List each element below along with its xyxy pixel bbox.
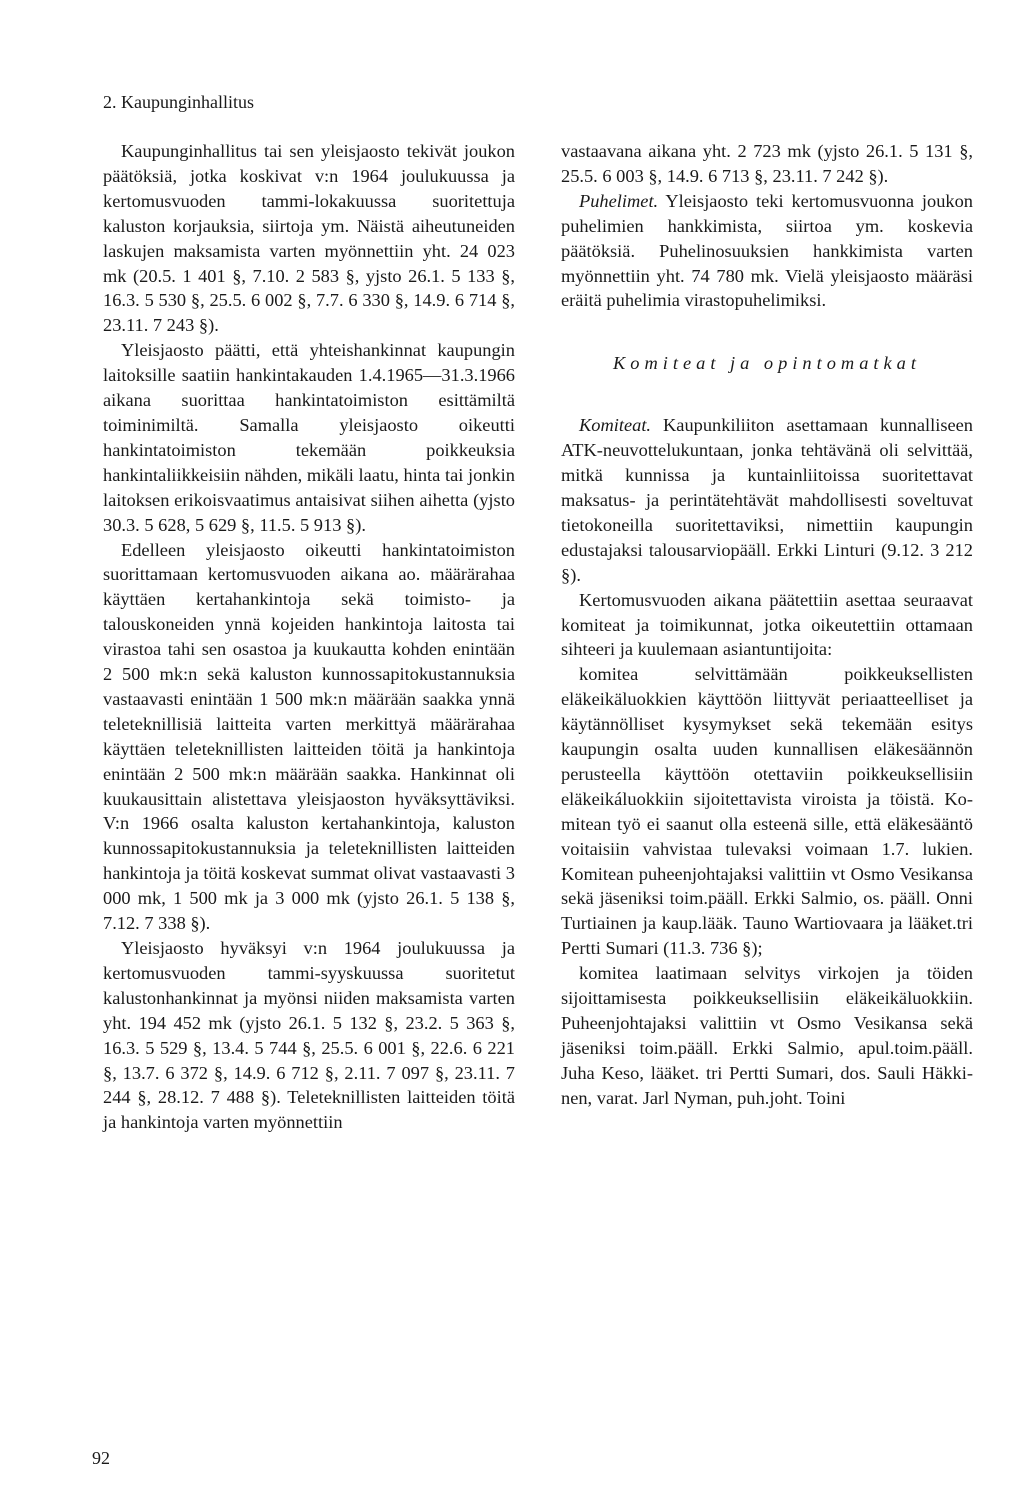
paragraph-committee-positions: komitea laatimaan selvitys virkojen ja töiden sijoittamisesta poikkeuksellisiin eläkeikäluokkiin. Puheenjohtajaksi valittiin vt Osmo Vesikansa sekä jäseniksi toim.pääll. Erkki Salmio, apul.toim.pääll. Juha Keso, lääket. tri Pertti Sumari, dos. Sauli Häkkinen, varat. Jarl Nyman, puh.joht. Toini — [561, 963, 973, 1108]
paragraph-procurement-limits: Edelleen yleisjaosto oikeutti hankintatoimiston suorittamaan kertomusvuoden aikana ao. määrärahaa käyttäen kertahankintoja sekä toimisto- ja talouskoneiden ynnä kojeiden hankintoja laitosta tai virastoa tahi sen osastoa ja kuukautta kohden enintään 2 500 mk:n sekä kaluston kunnossapitokustannuksia vastaavasti enintään 1 500 mk:n määrään saakka ynnä teleteknillisiä laitteita varten merkittyä määrärahaa käyttäen teleteknillisten laitteiden töitä ja hankintoja enintään 2 500 mk:n määrään saakka. Hankinnat oli kuukausittain alistettava yleisjaoston hyväksyttäviksi. V:n 1966 osalta kaluston kertahankintoja, kaluston kunnossapitokustannuksia ja teleteknillisten laitteiden hankintoja ja töitä koskevat summat olivat vastaavasti 3 000 mk, 1 500 mk ja 3 000 mk (yjsto 26.1. 5 138 §, 7.12. 7 338 §). — [103, 539, 515, 934]
left-column — [103, 139, 515, 1135]
paragraph-committee-pension: komitea selvittämään poikkeuksellisten eläkeikäluokkien käyttöön liittyvät periaatteelliset ja käytännölliset kysymykset sekä tekemään esitys kaupungin osalta uuden kunnallisen eläkesäännön perusteella käyttöön otettaviin poikkeuksellisiin eläkeikáluokkiin sijoitettavista viroista ja töistä. Komitean työ ei saanut olla esteenä sille, että eläkesääntö voitaisiin vahvistaa tulevaksi voimaan 1.7. lukien. Komitean puheenjohtajaksi valittiin vt Osmo Vesikansa sekä jäseniksi toim.pääll. Erkki Salmio, os. pääll. Onni Turtiainen ja kaup.lääk. Tauno Wartiovaara ja lääket.tri Pertti Sumari (11.3. 736 §); — [561, 664, 973, 959]
paragraph-joint-procurement: Yleisjaosto päätti, että yhteishankinnat kaupungin laitoksille saatiin hankintakauden 1.4.1965—31.3.1966 aikana suorittaa hankintatoimiston esittämiltä toiminimiltä. Samalla yleisjaosto oikeutti hankintatoimiston tekemään poikkeuksia hankintaliikkeisiin nähden, mikäli laatu, hinta tai jonkin laitoksen erikoisvaatimus antaisivat siihen aihetta (yjsto 30.3. 5 628, 5 629 §, 11.5. 5 913 §). — [103, 340, 515, 535]
phones-subheading: Puhelimet. — [579, 190, 659, 211]
subsection-title: Komiteat ja opintomatkat — [613, 353, 921, 374]
page-number: 92 — [92, 1448, 110, 1468]
phones-text: Yleisjaosto teki kertomusvuonna joukon puhelimien hankkimista, siirtoa ym. koskevia päätöksiä. Puhelinosuuksien hankkimista varten myönnettiin yht. 74 780 mk. Vielä yleisjaosto määräsi eräitä puhelimia virastopuhelimiksi. — [561, 190, 973, 311]
paragraph-phones — [561, 189, 973, 314]
section-title: 2. Kaupunginhallitus — [103, 92, 254, 112]
committees-text: Kaupunkiliiton asettamaan kunnalliseen ATK-neuvottelukuntaan, jonka tehtävänä oli selvittää, mitkä kunnissa ja kuntainliitoissa suoritettavat maksatus- ja perintätehtävät mahdollisesti soveltuvat tietokoneilla suoritettaviksi, nimettiin kaupungin edustajaksi talousarviopääll. Erkki Linturi (9.12. 3 212 §). — [561, 415, 973, 585]
paragraph-committees — [561, 413, 973, 587]
committees-subheading: Komiteat. — [579, 415, 652, 436]
paragraph-repairs: Kaupunginhallitus tai sen yleisjaosto tekivät joukon päätöksiä, jotka koskivat v:n 1964 joulukuussa ja kertomusvuoden tammi-lokakuussa suoritettuja kaluston korjauksia, siirtoja ym. Näistä aiheutuneiden laskujen maksamista varten myönnettiin yht. 24 023 mk (20.5. 1 401 §, 7.10. 2 583 §, yjsto 26.1. 5 133 §, 16.3. 5 530 §, 25.5. 6 002 §, 7.7. 6 330 §, 14.9. 6 714 §, 23.11. 7 243 §). — [103, 141, 515, 336]
paragraph-furniture-purchases: Yleisjaosto hyväksyi v:n 1964 joulukuussa ja kertomusvuoden tammi-syyskuussa suoritetut kalustonhankinnat ja myönsi niiden maksamista varten yht. 194 452 mk (yjsto 26.1. 5 132 §, 23.2. 5 363 §, 16.3. 5 529 §, 13.4. 5 744 §, 25.5. 6 001 §, 22.6. 6 221 §, 13.7. 6 372 §, 14.9. 6 712 §, 2.11. 7 097 §, 23.11. 7 244 §, 28.12. 7 488 §). Teleteknillisten laitteiden töitä ja hankintoja varten myönnettiin — [103, 938, 515, 1133]
paragraph-continuation: vastaavana aikana yht. 2 723 mk (yjsto 26.1. 5 131 §, 25.5. 6 003 §, 14.9. 6 713 §, 23.11. 7 242 §). — [561, 141, 973, 186]
right-column — [561, 139, 973, 1111]
paragraph-new-committees: Kertomusvuoden aikana päätettiin asettaa seuraavat komiteat ja toimikunnat, jotka oikeutettiin ottamaan sihteeri ja kuulemaan asiantuntijoita: — [561, 589, 973, 660]
